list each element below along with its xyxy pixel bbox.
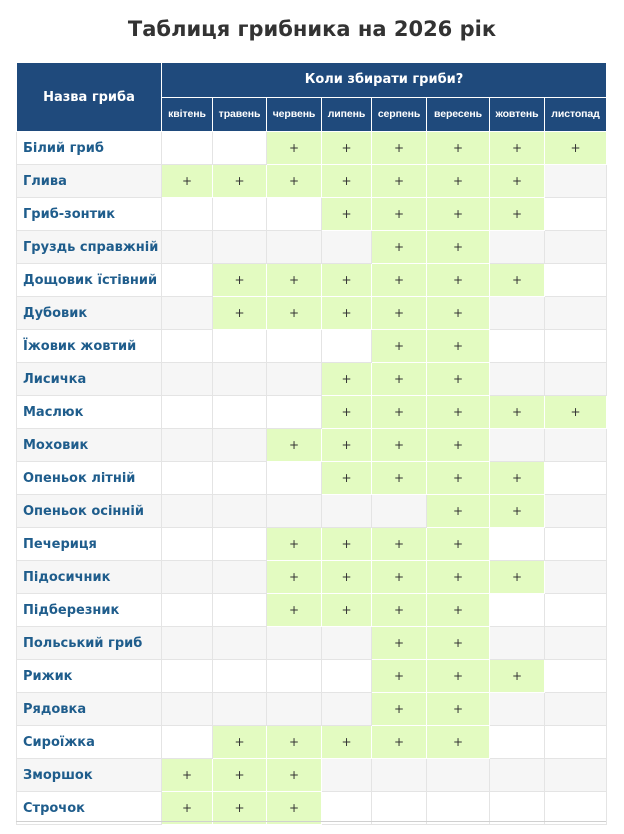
season-empty-cell bbox=[545, 726, 607, 759]
month-header: вересень bbox=[427, 97, 490, 132]
mushroom-name: Строчок bbox=[17, 792, 162, 825]
season-empty-cell bbox=[322, 693, 372, 726]
season-empty-cell bbox=[267, 198, 322, 231]
season-empty-cell bbox=[213, 495, 267, 528]
season-empty-cell bbox=[162, 660, 213, 693]
table-bottom-border bbox=[16, 821, 606, 822]
season-empty-cell bbox=[545, 297, 607, 330]
mushroom-name: Польський гриб bbox=[17, 627, 162, 660]
table-row bbox=[17, 198, 607, 231]
season-mark-cell: + bbox=[162, 165, 213, 198]
season-mark-cell: + bbox=[490, 165, 545, 198]
mushroom-name: Глива bbox=[17, 165, 162, 198]
season-mark-cell: + bbox=[372, 396, 427, 429]
season-mark-cell: + bbox=[267, 297, 322, 330]
season-empty-cell bbox=[213, 594, 267, 627]
season-empty-cell bbox=[545, 165, 607, 198]
season-empty-cell bbox=[162, 429, 213, 462]
season-empty-cell bbox=[267, 462, 322, 495]
season-mark-cell: + bbox=[267, 165, 322, 198]
season-empty-cell bbox=[267, 627, 322, 660]
season-mark-cell: + bbox=[490, 462, 545, 495]
season-mark-cell: + bbox=[322, 594, 372, 627]
season-mark-cell: + bbox=[322, 297, 372, 330]
season-mark-cell: + bbox=[322, 726, 372, 759]
season-mark-cell: + bbox=[372, 297, 427, 330]
season-mark-cell: + bbox=[427, 627, 490, 660]
season-mark-cell: + bbox=[427, 693, 490, 726]
season-empty-cell bbox=[545, 660, 607, 693]
mushroom-name: Рядовка bbox=[17, 693, 162, 726]
season-mark-cell: + bbox=[427, 561, 490, 594]
season-mark-cell: + bbox=[322, 264, 372, 297]
season-empty-cell bbox=[490, 297, 545, 330]
table-row bbox=[17, 429, 607, 462]
season-empty-cell bbox=[490, 693, 545, 726]
season-empty-cell bbox=[162, 594, 213, 627]
table-row bbox=[17, 726, 607, 759]
season-mark-cell: + bbox=[427, 660, 490, 693]
season-mark-cell: + bbox=[427, 165, 490, 198]
season-empty-cell bbox=[267, 396, 322, 429]
month-header: серпень bbox=[372, 97, 427, 132]
season-empty-cell bbox=[162, 132, 213, 165]
mushroom-name: Зморшок bbox=[17, 759, 162, 792]
season-empty-cell bbox=[490, 627, 545, 660]
season-mark-cell: + bbox=[490, 132, 545, 165]
season-empty-cell bbox=[545, 693, 607, 726]
season-mark-cell: + bbox=[490, 561, 545, 594]
season-mark-cell: + bbox=[322, 462, 372, 495]
mushroom-name: Дубовик bbox=[17, 297, 162, 330]
season-empty-cell bbox=[162, 264, 213, 297]
season-mark-cell: + bbox=[322, 528, 372, 561]
season-mark-cell: + bbox=[372, 165, 427, 198]
season-mark-cell: + bbox=[427, 198, 490, 231]
season-mark-cell: + bbox=[372, 528, 427, 561]
season-empty-cell bbox=[545, 231, 607, 264]
season-empty-cell bbox=[372, 495, 427, 528]
season-empty-cell bbox=[162, 231, 213, 264]
season-empty-cell bbox=[213, 396, 267, 429]
season-mark-cell: + bbox=[372, 264, 427, 297]
season-empty-cell bbox=[372, 759, 427, 792]
table-row bbox=[17, 792, 607, 825]
season-empty-cell bbox=[545, 330, 607, 363]
season-empty-cell bbox=[545, 462, 607, 495]
season-mark-cell: + bbox=[213, 165, 267, 198]
season-empty-cell bbox=[490, 231, 545, 264]
season-empty-cell bbox=[545, 594, 607, 627]
table-header bbox=[17, 63, 607, 132]
season-mark-cell: + bbox=[427, 594, 490, 627]
season-empty-cell bbox=[545, 429, 607, 462]
table-row bbox=[17, 396, 607, 429]
mushroom-name: Їжовик жовтий bbox=[17, 330, 162, 363]
month-header: листопад bbox=[545, 97, 607, 132]
season-mark-cell: + bbox=[322, 165, 372, 198]
mushroom-name: Білий гриб bbox=[17, 132, 162, 165]
season-empty-cell bbox=[162, 330, 213, 363]
season-mark-cell: + bbox=[427, 726, 490, 759]
season-empty-cell bbox=[162, 726, 213, 759]
season-mark-cell: + bbox=[427, 396, 490, 429]
season-mark-cell: + bbox=[213, 759, 267, 792]
month-header: липень bbox=[322, 97, 372, 132]
mushroom-name: Підосичник bbox=[17, 561, 162, 594]
season-empty-cell bbox=[213, 231, 267, 264]
season-mark-cell: + bbox=[267, 759, 322, 792]
season-empty-cell bbox=[162, 495, 213, 528]
season-mark-cell: + bbox=[490, 264, 545, 297]
season-empty-cell bbox=[267, 231, 322, 264]
page-title: Таблиця грибника на 2026 рік bbox=[127, 17, 497, 41]
table-row bbox=[17, 660, 607, 693]
season-mark-cell: + bbox=[372, 627, 427, 660]
mushroom-name: Гриб-зонтик bbox=[17, 198, 162, 231]
season-mark-cell: + bbox=[322, 132, 372, 165]
season-mark-cell: + bbox=[427, 429, 490, 462]
mushroom-name: Опеньок літній bbox=[17, 462, 162, 495]
season-mark-cell: + bbox=[322, 429, 372, 462]
mushroom-name: Опеньок осінній bbox=[17, 495, 162, 528]
season-empty-cell bbox=[427, 792, 490, 825]
season-mark-cell: + bbox=[213, 297, 267, 330]
season-empty-cell bbox=[213, 429, 267, 462]
season-empty-cell bbox=[490, 792, 545, 825]
table-row bbox=[17, 165, 607, 198]
season-empty-cell bbox=[490, 594, 545, 627]
season-mark-cell: + bbox=[490, 660, 545, 693]
season-mark-cell: + bbox=[427, 363, 490, 396]
table-row bbox=[17, 264, 607, 297]
mushroom-name: Печериця bbox=[17, 528, 162, 561]
season-empty-cell bbox=[267, 660, 322, 693]
season-mark-cell: + bbox=[372, 429, 427, 462]
season-mark-cell: + bbox=[372, 594, 427, 627]
season-mark-cell: + bbox=[322, 363, 372, 396]
season-empty-cell bbox=[545, 561, 607, 594]
season-mark-cell: + bbox=[213, 264, 267, 297]
season-mark-cell: + bbox=[267, 726, 322, 759]
mushroom-name: Рижик bbox=[17, 660, 162, 693]
season-mark-cell: + bbox=[427, 264, 490, 297]
season-empty-cell bbox=[427, 759, 490, 792]
season-empty-cell bbox=[322, 627, 372, 660]
season-empty-cell bbox=[545, 792, 607, 825]
table-row bbox=[17, 561, 607, 594]
season-empty-cell bbox=[162, 363, 213, 396]
season-mark-cell: + bbox=[490, 495, 545, 528]
season-mark-cell: + bbox=[372, 132, 427, 165]
season-mark-cell: + bbox=[372, 726, 427, 759]
season-mark-cell: + bbox=[545, 132, 607, 165]
season-empty-cell bbox=[545, 528, 607, 561]
season-empty-cell bbox=[162, 462, 213, 495]
season-empty-cell bbox=[545, 495, 607, 528]
season-empty-cell bbox=[213, 132, 267, 165]
season-empty-cell bbox=[213, 198, 267, 231]
table-row bbox=[17, 627, 607, 660]
season-mark-cell: + bbox=[162, 792, 213, 825]
season-empty-cell bbox=[490, 330, 545, 363]
season-mark-cell: + bbox=[322, 396, 372, 429]
mushroom-name: Дощовик їстівний bbox=[17, 264, 162, 297]
table-row bbox=[17, 495, 607, 528]
season-empty-cell bbox=[162, 198, 213, 231]
season-mark-cell: + bbox=[372, 198, 427, 231]
season-mark-cell: + bbox=[427, 495, 490, 528]
season-mark-cell: + bbox=[213, 726, 267, 759]
season-empty-cell bbox=[322, 330, 372, 363]
season-empty-cell bbox=[490, 726, 545, 759]
season-empty-cell bbox=[213, 330, 267, 363]
season-mark-cell: + bbox=[427, 297, 490, 330]
season-empty-cell bbox=[213, 627, 267, 660]
table-row bbox=[17, 231, 607, 264]
season-empty-cell bbox=[490, 759, 545, 792]
season-mark-cell: + bbox=[267, 792, 322, 825]
season-empty-cell bbox=[545, 198, 607, 231]
season-mark-cell: + bbox=[372, 363, 427, 396]
season-mark-cell: + bbox=[267, 264, 322, 297]
season-mark-cell: + bbox=[322, 198, 372, 231]
season-empty-cell bbox=[213, 528, 267, 561]
table-row bbox=[17, 330, 607, 363]
table-row bbox=[17, 528, 607, 561]
season-mark-cell: + bbox=[162, 759, 213, 792]
season-mark-cell: + bbox=[427, 528, 490, 561]
season-empty-cell bbox=[490, 528, 545, 561]
month-header: квітень bbox=[162, 97, 213, 132]
season-empty-cell bbox=[322, 231, 372, 264]
season-empty-cell bbox=[162, 627, 213, 660]
table-row bbox=[17, 132, 607, 165]
season-empty-cell bbox=[322, 792, 372, 825]
mushroom-name: Підберезник bbox=[17, 594, 162, 627]
column-group-header: Коли збирати гриби? bbox=[162, 63, 607, 98]
month-header: жовтень bbox=[490, 97, 545, 132]
season-mark-cell: + bbox=[213, 792, 267, 825]
season-empty-cell bbox=[162, 297, 213, 330]
table-row bbox=[17, 693, 607, 726]
table-row bbox=[17, 462, 607, 495]
season-empty-cell bbox=[162, 528, 213, 561]
season-mark-cell: + bbox=[427, 132, 490, 165]
season-empty-cell bbox=[490, 429, 545, 462]
season-empty-cell bbox=[490, 363, 545, 396]
season-empty-cell bbox=[545, 627, 607, 660]
season-empty-cell bbox=[545, 264, 607, 297]
table-row bbox=[17, 594, 607, 627]
table-body bbox=[17, 132, 607, 825]
season-empty-cell bbox=[267, 363, 322, 396]
season-mark-cell: + bbox=[372, 693, 427, 726]
month-header: червень bbox=[267, 97, 322, 132]
season-mark-cell: + bbox=[267, 429, 322, 462]
season-empty-cell bbox=[213, 561, 267, 594]
season-empty-cell bbox=[267, 693, 322, 726]
season-mark-cell: + bbox=[372, 330, 427, 363]
season-mark-cell: + bbox=[267, 561, 322, 594]
season-mark-cell: + bbox=[427, 330, 490, 363]
season-mark-cell: + bbox=[427, 462, 490, 495]
mushroom-name: Маслюк bbox=[17, 396, 162, 429]
season-empty-cell bbox=[545, 363, 607, 396]
season-mark-cell: + bbox=[267, 528, 322, 561]
mushroom-name: Сироїжка bbox=[17, 726, 162, 759]
season-empty-cell bbox=[322, 660, 372, 693]
mushroom-name: Лисичка bbox=[17, 363, 162, 396]
season-empty-cell bbox=[545, 759, 607, 792]
table-row bbox=[17, 363, 607, 396]
month-header: травень bbox=[213, 97, 267, 132]
season-empty-cell bbox=[322, 495, 372, 528]
season-empty-cell bbox=[372, 792, 427, 825]
season-mark-cell: + bbox=[267, 594, 322, 627]
season-mark-cell: + bbox=[490, 198, 545, 231]
season-mark-cell: + bbox=[372, 561, 427, 594]
table-row bbox=[17, 297, 607, 330]
season-empty-cell bbox=[213, 660, 267, 693]
season-empty-cell bbox=[267, 495, 322, 528]
season-mark-cell: + bbox=[372, 462, 427, 495]
season-mark-cell: + bbox=[427, 231, 490, 264]
mushroom-calendar-table bbox=[16, 62, 607, 825]
season-mark-cell: + bbox=[545, 396, 607, 429]
season-empty-cell bbox=[213, 693, 267, 726]
table-row bbox=[17, 759, 607, 792]
season-mark-cell: + bbox=[372, 660, 427, 693]
mushroom-name: Груздь справжній bbox=[17, 231, 162, 264]
mushroom-name: Моховик bbox=[17, 429, 162, 462]
season-empty-cell bbox=[162, 693, 213, 726]
season-empty-cell bbox=[213, 363, 267, 396]
season-mark-cell: + bbox=[267, 132, 322, 165]
season-empty-cell bbox=[162, 561, 213, 594]
season-empty-cell bbox=[322, 759, 372, 792]
season-empty-cell bbox=[162, 396, 213, 429]
season-empty-cell bbox=[213, 462, 267, 495]
column-header-name: Назва гриба bbox=[17, 63, 162, 132]
season-empty-cell bbox=[267, 330, 322, 363]
season-mark-cell: + bbox=[490, 396, 545, 429]
season-mark-cell: + bbox=[372, 231, 427, 264]
season-mark-cell: + bbox=[322, 561, 372, 594]
